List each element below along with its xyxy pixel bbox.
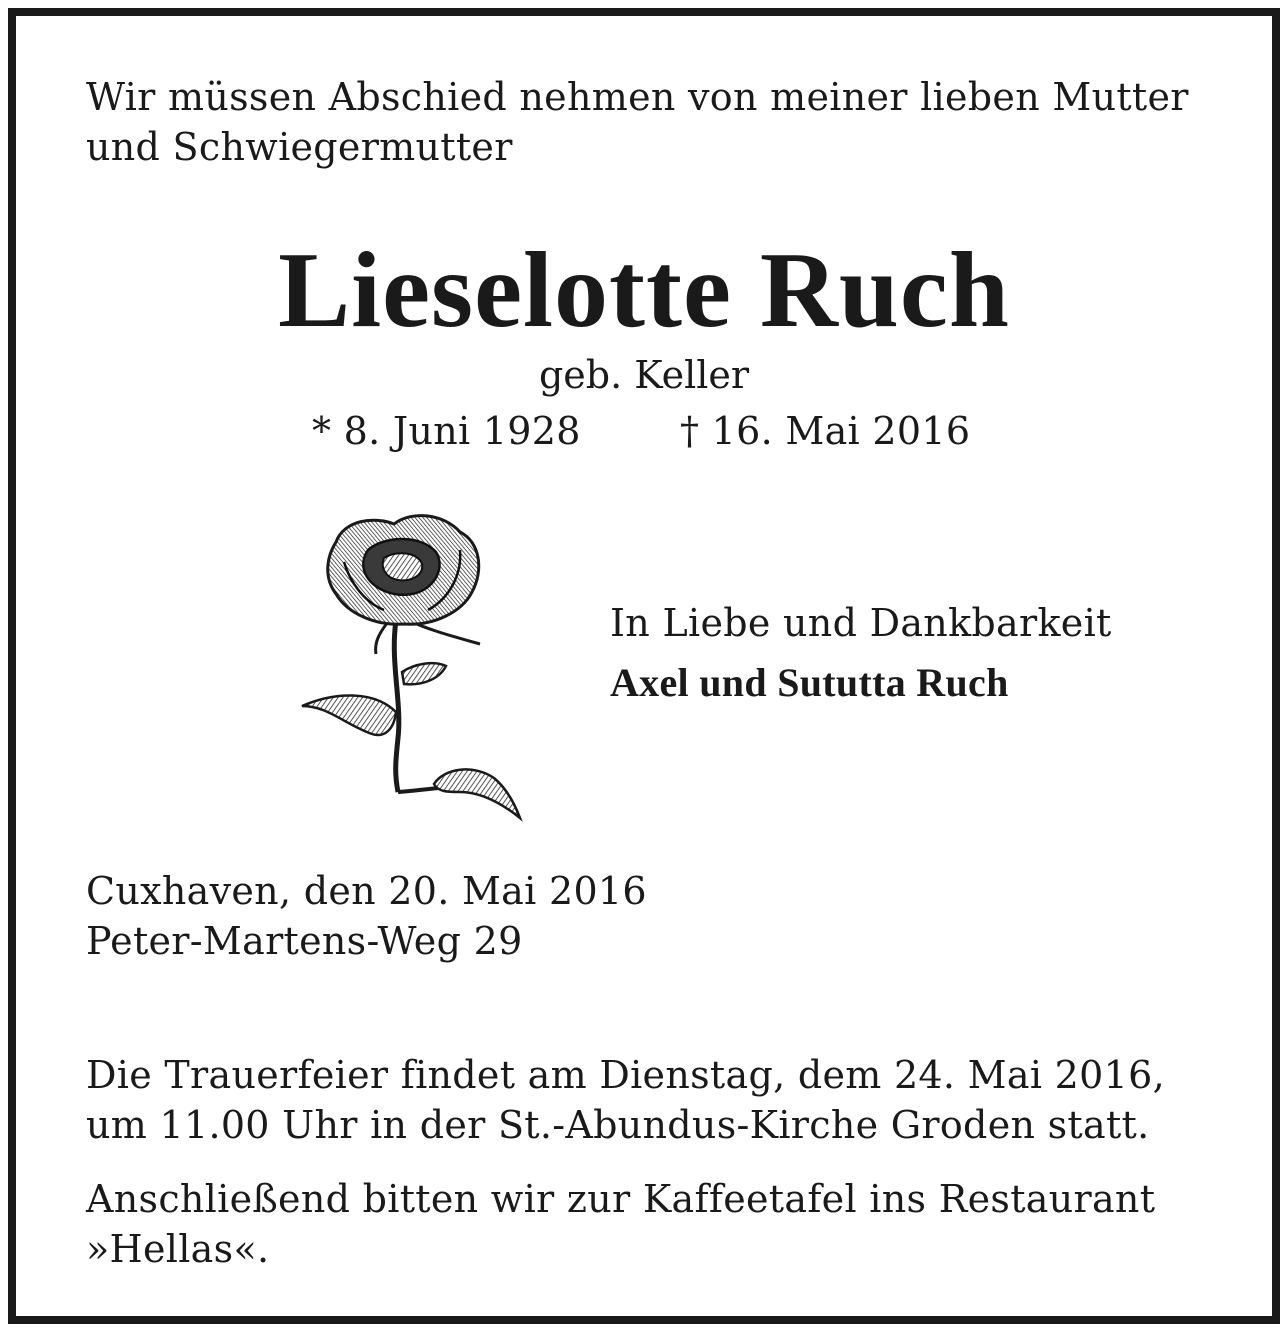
intro-line-1: Wir müssen Abschied nehmen von meiner lieben Mutter [86,75,1189,119]
place-and-address [86,866,647,966]
ceremony-line-2: um 11.00 Uhr in der St.-Abundus-Kirche Groden statt. [86,1103,1150,1147]
birth-date: * 8. Juni 1928 [312,409,581,453]
obituary-notice [8,8,1280,1324]
mourner-names: Axel und Sututta Ruch [610,660,1009,705]
deceased-name: Lieselotte Ruch [278,231,1010,350]
maiden-name: geb. Keller [538,353,750,397]
intro-text [86,72,1189,172]
rose-icon [284,502,524,822]
address: Peter-Martens-Weg 29 [86,919,523,963]
place-date: Cuxhaven, den 20. Mai 2016 [86,869,647,913]
mourning-line: In Liebe und Dankbarkeit [610,601,1112,645]
reception-line-1: Anschließend bitten wir zur Kaffeetafel ins Restaurant [86,1177,1156,1221]
death-date: † 16. Mai 2016 [680,409,971,453]
reception-info [86,1174,1155,1274]
ceremony-line-1: Die Trauerfeier findet am Dienstag, dem 24. Mai 2016, [86,1053,1165,1097]
ceremony-info [86,1050,1165,1150]
reception-line-2: »Hellas«. [86,1227,270,1271]
intro-line-2: und Schwiegermutter [86,125,513,169]
